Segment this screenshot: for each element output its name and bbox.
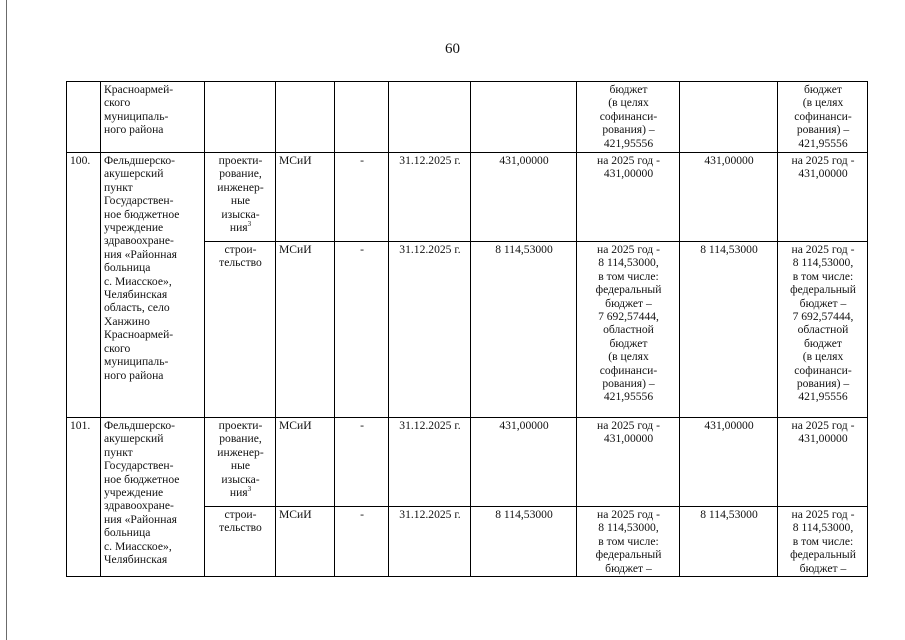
cell-dash [335, 242, 389, 418]
cell-cost-2 [680, 507, 778, 577]
work-type-text: ния [229, 221, 248, 235]
text-line [208, 432, 273, 445]
cell-funding [577, 82, 680, 153]
text-line [208, 473, 273, 486]
cell-work-type [205, 82, 276, 153]
table-row [67, 153, 868, 242]
cell-deadline [389, 153, 471, 242]
funding-lines [580, 83, 677, 150]
text-line: рования) – [602, 123, 655, 137]
text-line [208, 181, 273, 194]
text-line: Челябинская [104, 553, 168, 567]
deadline-text: 31.12.2025 г. [399, 419, 461, 432]
text-line: Челябинская [104, 288, 168, 302]
text-line [208, 256, 273, 269]
text-line: федеральный [790, 283, 856, 297]
text-line: пункт [104, 445, 133, 459]
text-line: бюджет [804, 336, 842, 350]
row-number: 100. [70, 154, 91, 167]
cell-responsible [276, 242, 335, 418]
cell-object-name [101, 82, 205, 153]
work-type-lines [208, 419, 273, 499]
cell-number [67, 418, 101, 577]
text-line: Красноармей- [104, 328, 174, 342]
text-line: софинанси- [794, 109, 852, 123]
text-line: 421,95556 [798, 390, 848, 404]
cell-number [67, 153, 101, 418]
text-line: бюджет [609, 83, 648, 96]
text-line: рования) – [796, 377, 850, 391]
cell-object-name [101, 418, 205, 577]
text-line: (в целях [802, 350, 844, 364]
object-name-lines [104, 154, 202, 382]
text-line: муниципаль- [104, 109, 169, 123]
cell-funding [577, 153, 680, 242]
text-line [208, 419, 273, 432]
text-line: 431,00000 [798, 167, 848, 181]
deadline-text: 31.12.2025 г. [399, 154, 461, 167]
cell-cost [471, 242, 577, 418]
text-line: на 2025 год - [597, 508, 660, 521]
text-line: акушерский [104, 167, 164, 181]
text-line: ного района [104, 368, 164, 382]
text-line [208, 446, 273, 459]
text-line: Государствен- [104, 194, 174, 208]
cell-work-type [205, 507, 276, 577]
table-body [67, 82, 868, 577]
work-type-text: проекти- [218, 154, 263, 167]
text-line: 431,00000 [798, 432, 848, 446]
text-line: здравоохране- [104, 234, 174, 248]
cell-funding-2 [778, 153, 868, 242]
text-line: на 2025 год - [791, 419, 855, 432]
work-type-text: рование, [219, 432, 262, 446]
text-line: (в целях [608, 96, 649, 110]
cost-text: 8 114,53000 [495, 243, 553, 256]
text-line: Государствен- [104, 459, 174, 473]
cell-object-name [101, 153, 205, 418]
text-line: на 2025 год - [597, 419, 660, 432]
cell-responsible [276, 82, 335, 153]
text-line: больница [104, 526, 151, 540]
cost-text-2: 8 114,53000 [700, 243, 758, 256]
text-line: с. Миасское», [104, 274, 172, 288]
cell-funding [577, 507, 680, 577]
table-row [67, 418, 868, 507]
text-line: софинанси- [599, 109, 658, 123]
funding-lines-2 [781, 154, 865, 181]
cell-deadline [389, 507, 471, 577]
text-line: ное бюджетное [104, 207, 180, 221]
text-line: 8 114,53000, [792, 256, 854, 270]
text-line: ния «Районная [104, 512, 177, 526]
work-type-text: изыска- [221, 472, 260, 486]
text-line [208, 521, 273, 534]
funding-lines-2 [781, 243, 865, 404]
object-name-lines [104, 83, 202, 137]
work-type-text: строи- [224, 243, 257, 256]
text-line: 8 114,53000, [598, 256, 659, 270]
text-line [208, 208, 273, 221]
row-number: 101. [70, 419, 91, 432]
responsible-text: МСиИ [279, 154, 312, 167]
dash-text: - [360, 419, 364, 432]
text-line: областной [603, 323, 654, 337]
cell-work-type [205, 242, 276, 418]
text-line: 421,95556 [603, 136, 654, 150]
work-type-text: инженер- [217, 180, 264, 194]
cell-responsible [276, 153, 335, 242]
text-line: софинанси- [794, 363, 852, 377]
work-type-text: инженер- [217, 445, 264, 459]
text-line: федеральный [790, 548, 856, 562]
work-type-text: ные [230, 459, 251, 473]
cell-deadline [389, 418, 471, 507]
text-line: 421,95556 [798, 136, 848, 150]
text-line [208, 194, 273, 207]
text-line [208, 243, 273, 256]
cell-dash [335, 153, 389, 242]
text-line [208, 167, 273, 180]
cell-work-type [205, 418, 276, 507]
work-type-text: ния [229, 486, 248, 500]
work-type-text: изыска- [221, 207, 260, 221]
work-type-lines [208, 154, 273, 234]
cell-cost-2 [680, 153, 778, 242]
text-line [208, 221, 273, 234]
text-line: федеральный [595, 548, 662, 562]
cell-funding-2 [778, 507, 868, 577]
work-type-text: ные [230, 194, 251, 208]
cell-responsible [276, 507, 335, 577]
cost-text-2: 431,00000 [704, 154, 754, 167]
work-type-text: рование, [219, 167, 262, 181]
funding-lines [580, 508, 677, 575]
text-line: в том числе: [598, 534, 659, 548]
cell-funding-2 [778, 418, 868, 507]
responsible-text: МСиИ [279, 243, 312, 256]
text-line: 431,00000 [603, 167, 654, 181]
page-edge-line [6, 0, 7, 640]
text-line: рования) – [796, 123, 850, 137]
funding-lines-2 [781, 83, 865, 150]
text-line: на 2025 год - [791, 243, 855, 256]
text-line: на 2025 год - [597, 243, 660, 256]
work-type-text: строи- [224, 508, 257, 521]
text-line: учреждение [104, 486, 164, 500]
text-line: Фельдшерско- [104, 419, 175, 432]
cell-funding-2 [778, 242, 868, 418]
text-line: в том числе: [598, 269, 659, 283]
cell-funding [577, 418, 680, 507]
cell-work-type [205, 153, 276, 242]
cell-funding-2 [778, 82, 868, 153]
objects-table [66, 81, 868, 577]
cell-deadline [389, 242, 471, 418]
text-line: бюджет – [799, 296, 847, 310]
work-type-text: тельство [219, 256, 262, 270]
text-line: Фельдшерско- [104, 154, 175, 167]
cell-responsible [276, 418, 335, 507]
dash-text: - [360, 508, 364, 521]
cell-number [67, 82, 101, 153]
cell-dash [335, 82, 389, 153]
footnote-mark: 3 [247, 485, 252, 494]
text-line: бюджет – [605, 296, 652, 310]
responsible-text: МСиИ [279, 508, 312, 521]
cost-text: 431,00000 [499, 419, 549, 432]
text-line: областной [797, 323, 849, 337]
deadline-text: 31.12.2025 г. [399, 508, 461, 521]
responsible-text: МСиИ [279, 419, 312, 432]
deadline-text: 31.12.2025 г. [399, 243, 461, 256]
text-line: ского [104, 96, 131, 110]
object-name-lines [104, 419, 202, 566]
cost-text-2: 431,00000 [704, 419, 754, 432]
text-line: область, село [104, 301, 170, 315]
cell-cost-2 [680, 242, 778, 418]
text-line: муниципаль- [104, 355, 169, 369]
work-type-lines [208, 243, 273, 270]
text-line: федеральный [595, 283, 662, 297]
text-line [208, 508, 273, 521]
text-line: учреждение [104, 221, 164, 235]
cell-cost [471, 507, 577, 577]
text-line: 7 692,57444, [598, 310, 659, 324]
text-line: 8 114,53000, [598, 521, 659, 535]
text-line: Ханжино [104, 314, 150, 328]
table-row-continued [67, 82, 868, 153]
text-line: бюджет [804, 83, 842, 96]
dash-text: - [360, 154, 364, 167]
text-line: на 2025 год - [791, 508, 855, 521]
funding-lines [580, 154, 677, 181]
text-line: ния «Районная [104, 247, 177, 261]
text-line [208, 459, 273, 472]
text-line: бюджет – [799, 561, 847, 575]
cell-cost [471, 418, 577, 507]
cell-dash [335, 418, 389, 507]
text-line: (в целях [608, 350, 649, 364]
text-line: в том числе: [792, 534, 854, 548]
cost-text: 431,00000 [499, 154, 549, 167]
text-line: с. Миасское», [104, 539, 172, 553]
text-line: рования) – [602, 377, 655, 391]
funding-lines [580, 419, 677, 446]
cell-dash [335, 507, 389, 577]
cell-deadline [389, 82, 471, 153]
text-line: бюджет [609, 336, 648, 350]
funding-lines-2 [781, 419, 865, 446]
text-line: 431,00000 [603, 432, 654, 446]
cost-text-2: 8 114,53000 [700, 508, 758, 521]
funding-lines [580, 243, 677, 404]
text-line: софинанси- [599, 363, 658, 377]
page-number: 60 [445, 41, 460, 57]
cell-cost [471, 82, 577, 153]
cell-funding [577, 242, 680, 418]
text-line: на 2025 год - [791, 154, 855, 167]
text-line: 421,95556 [603, 390, 654, 404]
cell-cost [471, 153, 577, 242]
text-line [208, 486, 273, 499]
text-line: бюджет – [605, 561, 652, 575]
text-line: Красноармей- [104, 83, 174, 96]
text-line: больница [104, 261, 151, 275]
text-line: 8 114,53000, [792, 521, 854, 535]
text-line: пункт [104, 180, 133, 194]
text-line [208, 154, 273, 167]
dash-text: - [360, 243, 364, 256]
footnote-mark: 3 [247, 220, 252, 229]
work-type-text: тельство [219, 521, 262, 535]
text-line: ное бюджетное [104, 472, 180, 486]
funding-lines-2 [781, 508, 865, 575]
text-line: 7 692,57444, [792, 310, 854, 324]
cell-cost-2 [680, 418, 778, 507]
text-line: в том числе: [792, 269, 854, 283]
text-line: акушерский [104, 432, 164, 446]
cost-text: 8 114,53000 [495, 508, 553, 521]
work-type-lines [208, 508, 273, 535]
text-line: ного района [104, 123, 164, 137]
work-type-text: проекти- [218, 419, 263, 432]
text-line: ского [104, 341, 131, 355]
cell-cost-2 [680, 82, 778, 153]
text-line: (в целях [802, 96, 844, 110]
text-line: на 2025 год - [597, 154, 660, 167]
text-line: здравоохране- [104, 499, 174, 513]
